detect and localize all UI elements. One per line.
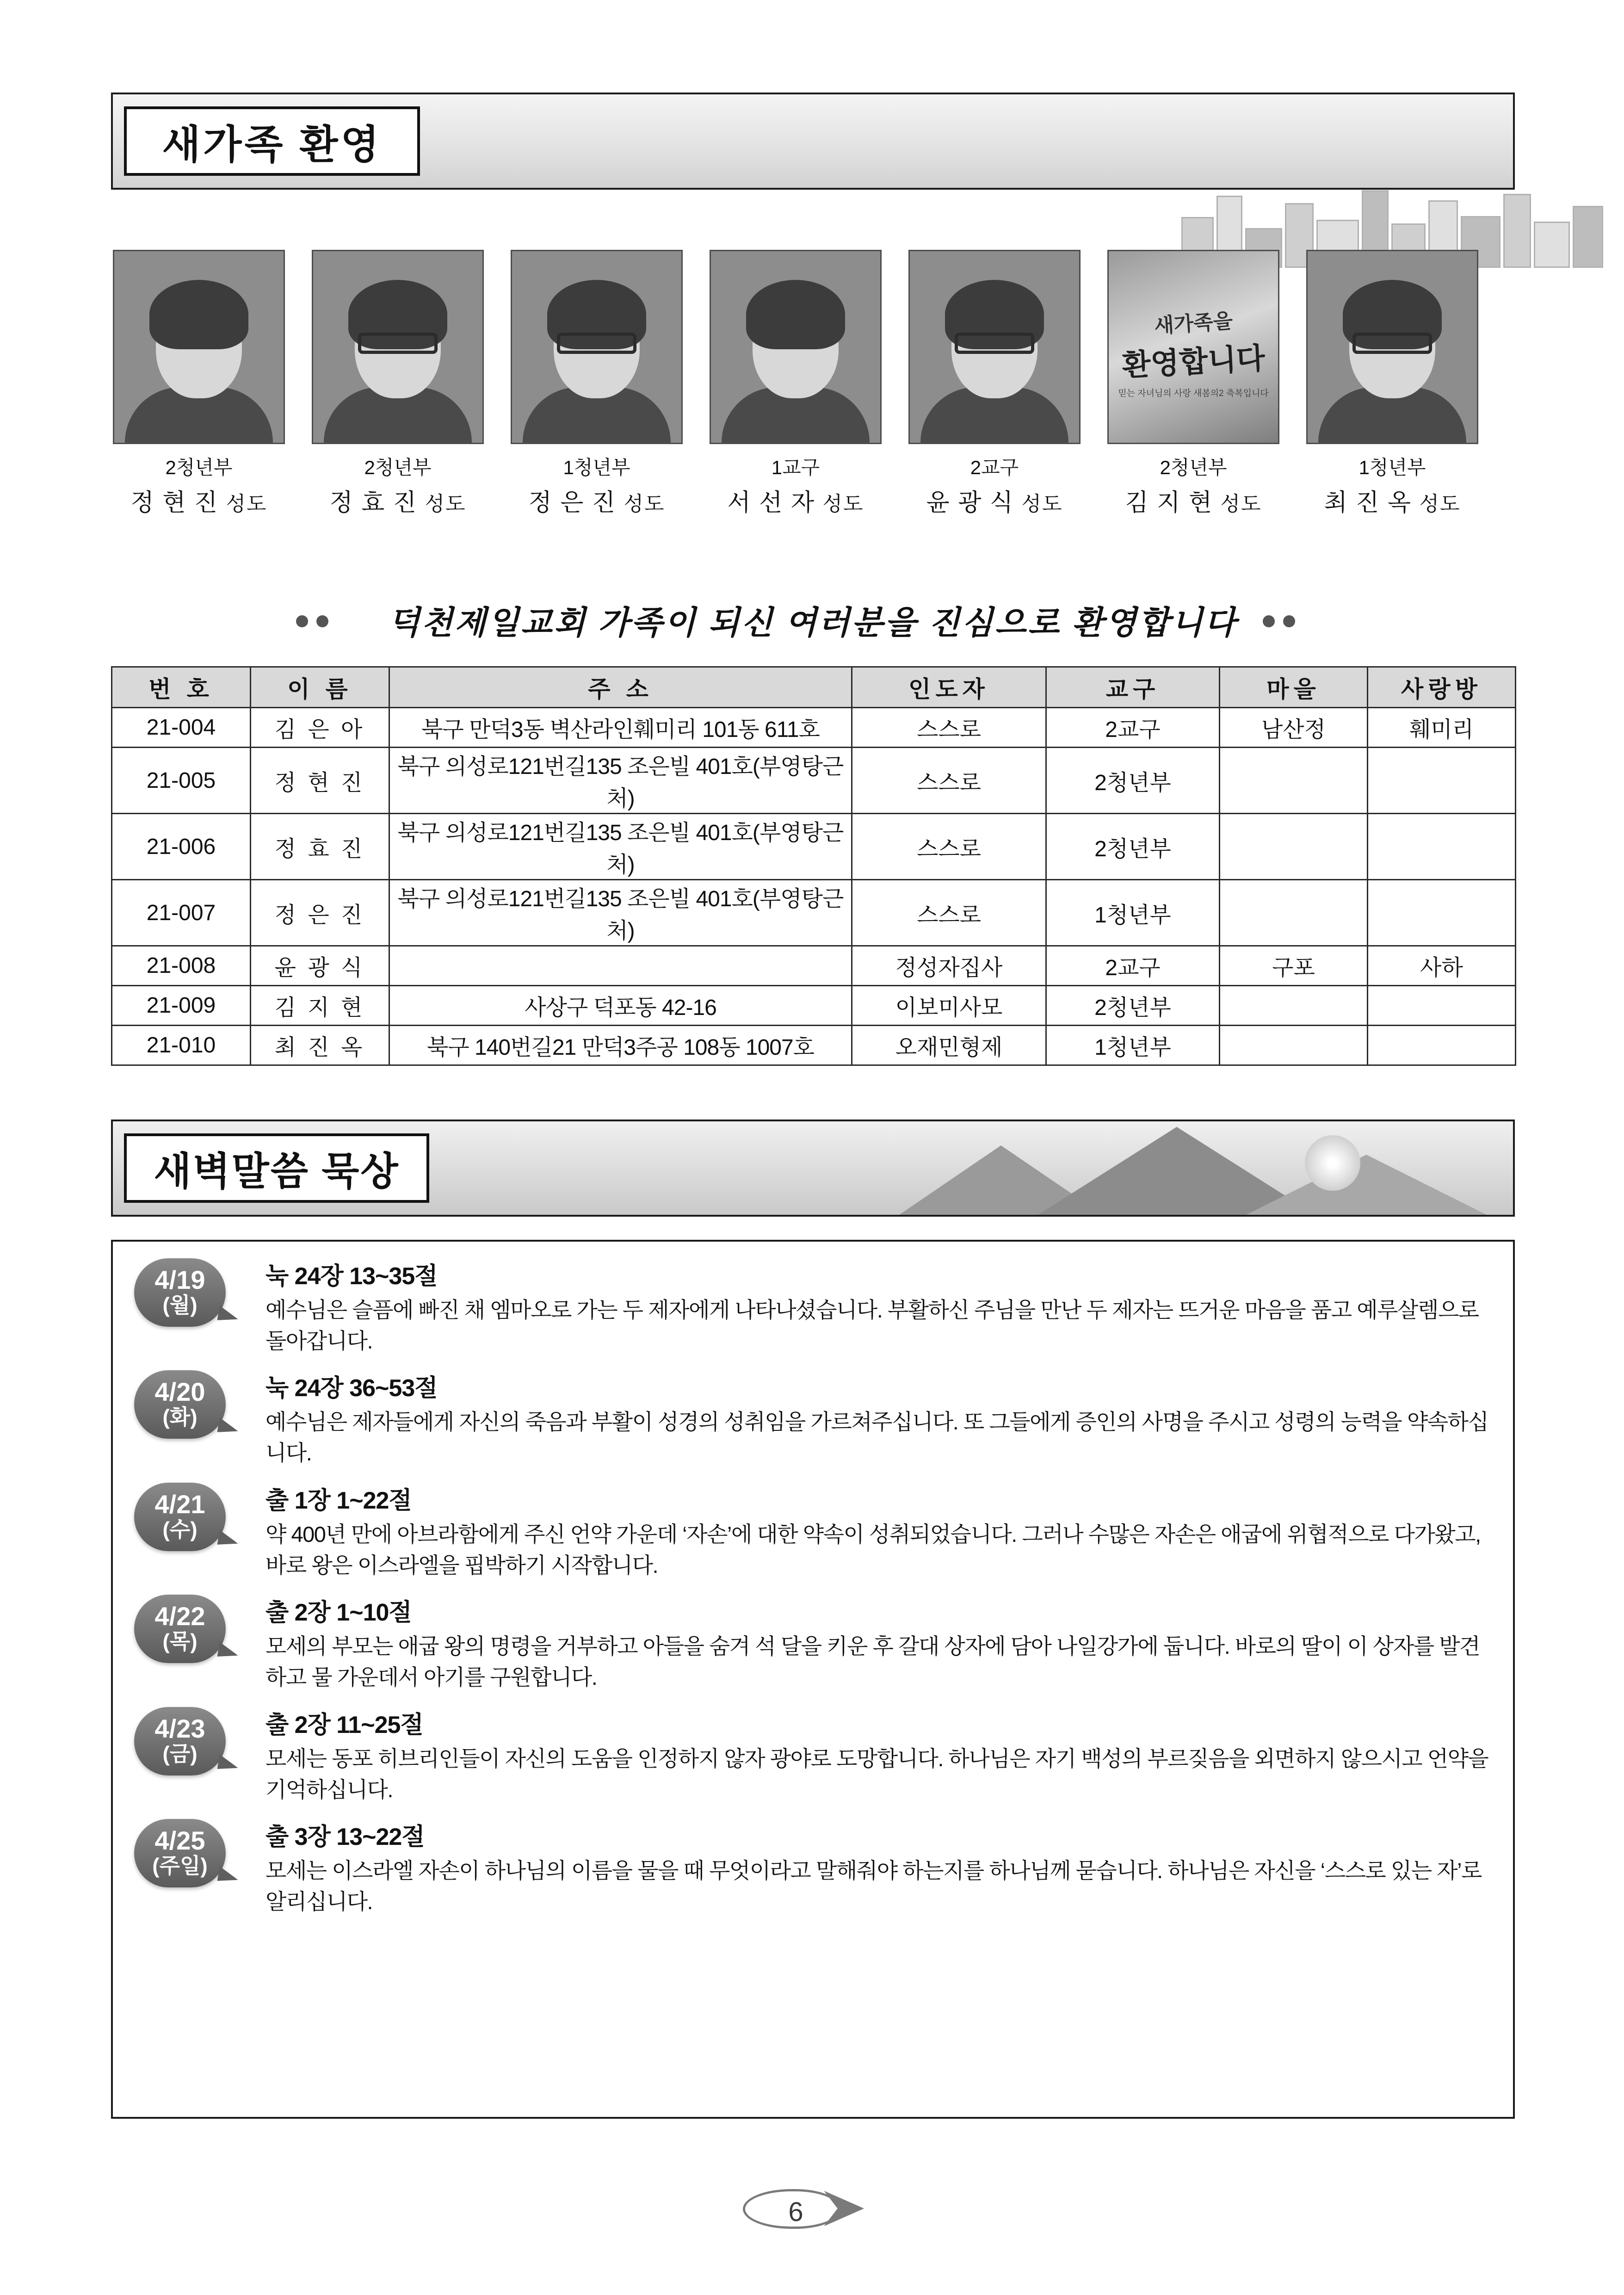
member-name-text: 정 현 진 bbox=[130, 489, 219, 516]
member-title-text: 성도 bbox=[624, 493, 665, 515]
cell-room bbox=[1368, 880, 1516, 946]
member-name bbox=[509, 483, 685, 518]
col-header-room: 사랑방 bbox=[1368, 667, 1516, 708]
welcome-message: 덕천제일교회 가족이 되신 여러분을 진심으로 환영합니다 bbox=[388, 605, 1238, 641]
cell-no: 21-009 bbox=[112, 986, 251, 1026]
devotion-entry bbox=[113, 1693, 1513, 1805]
cell-district: 2청년부 bbox=[1046, 986, 1220, 1026]
cell-room: 훼미리 bbox=[1368, 708, 1516, 748]
cell-no: 21-010 bbox=[112, 1026, 251, 1065]
cell-address: 북구 만덕3동 벽산라인훼미리 101동 611호 bbox=[389, 708, 852, 748]
member-title-text: 성도 bbox=[226, 493, 267, 515]
member-photo bbox=[1306, 250, 1478, 444]
member-title-text: 성도 bbox=[822, 493, 864, 515]
cell-leader: 스스로 bbox=[852, 708, 1046, 748]
member-group: 2청년부 bbox=[364, 457, 432, 478]
devotion-date: 4/22 bbox=[154, 1602, 205, 1631]
col-header-name: 이 름 bbox=[251, 667, 389, 708]
devotion-entry bbox=[113, 1356, 1513, 1468]
member-card bbox=[1105, 250, 1281, 518]
cell-room bbox=[1368, 748, 1516, 814]
devotion-date: 4/25 bbox=[154, 1826, 205, 1856]
cell-village bbox=[1220, 748, 1368, 814]
member-name bbox=[1105, 483, 1281, 518]
member-title-text: 성도 bbox=[425, 493, 466, 515]
member-name-text: 서 선 자 bbox=[727, 489, 815, 516]
cell-room bbox=[1368, 814, 1516, 880]
cell-no: 21-007 bbox=[112, 880, 251, 946]
devotion-body: 모세는 이스라엘 자손이 하나님의 이름을 물을 때 무엇이라고 말해줘야 하는지를 하나님께 묻습니다. 하나님은 자신을 ‘스스로 있는 자’로 알리십니다. bbox=[266, 1858, 1482, 1914]
poster-line-3: 믿는 자녀님의 사랑 새봄의2 축복입니다 bbox=[1118, 389, 1269, 398]
member-title-text: 성도 bbox=[1419, 493, 1461, 515]
col-header-village: 마을 bbox=[1220, 667, 1368, 708]
member-name bbox=[1304, 483, 1480, 518]
member-group: 2청년부 bbox=[1160, 457, 1227, 478]
table-row bbox=[112, 986, 1516, 1026]
cell-no: 21-005 bbox=[112, 748, 251, 814]
table-row bbox=[112, 708, 1516, 748]
table-row bbox=[112, 1026, 1516, 1065]
member-group: 1청년부 bbox=[1358, 457, 1426, 478]
cell-leader: 오재민형제 bbox=[852, 1026, 1046, 1065]
cell-name: 김 지 현 bbox=[251, 986, 389, 1026]
devotion-text-col bbox=[266, 1703, 1513, 1805]
member-photo bbox=[113, 250, 285, 444]
new-family-title-box bbox=[124, 106, 420, 176]
cell-room: 사하 bbox=[1368, 946, 1516, 986]
cell-village: 남산정 bbox=[1220, 708, 1368, 748]
new-family-photo-strip bbox=[111, 250, 1515, 555]
member-photo bbox=[710, 250, 882, 444]
devotion-title: 새벽말씀 묵상 bbox=[154, 1149, 400, 1193]
devotion-text-col bbox=[266, 1591, 1513, 1693]
devotion-text-col bbox=[266, 1255, 1513, 1356]
devotion-date-badge bbox=[134, 1370, 226, 1439]
devotion-reference: 출 2장 1~10절 bbox=[266, 1599, 412, 1627]
devotion-date: 4/19 bbox=[154, 1265, 205, 1294]
new-family-title: 새가족 환영 bbox=[162, 123, 382, 167]
cell-village bbox=[1220, 814, 1368, 880]
cell-no: 21-008 bbox=[112, 946, 251, 986]
devotion-body: 모세의 부모는 애굽 왕의 명령을 거부하고 아들을 숨겨 석 달을 키운 후 갈대 상자에 담아 나일강가에 둡니다. 바로의 딸이 이 상자를 발견하고 물 가운데서 아기를 구원합니다. bbox=[266, 1634, 1480, 1690]
cell-name: 최 진 옥 bbox=[251, 1026, 389, 1065]
devotion-title-box bbox=[124, 1133, 429, 1203]
member-photo bbox=[908, 250, 1081, 444]
cell-name: 정 현 진 bbox=[251, 748, 389, 814]
member-name-text: 정 은 진 bbox=[528, 489, 617, 516]
member-group: 1청년부 bbox=[563, 457, 630, 478]
sun-icon bbox=[1305, 1135, 1360, 1191]
page-footer bbox=[0, 2184, 1624, 2248]
cell-leader: 이보미사모 bbox=[852, 986, 1046, 1026]
devotion-entry bbox=[113, 1581, 1513, 1693]
cell-district: 2청년부 bbox=[1046, 814, 1220, 880]
member-name-text: 윤 광 식 bbox=[926, 489, 1014, 516]
devotion-day: (월) bbox=[162, 1293, 198, 1317]
cell-name: 정 효 진 bbox=[251, 814, 389, 880]
cell-address: 북구 의성로121번길135 조은빌 401호(부영탕근처) bbox=[389, 880, 852, 946]
cell-no: 21-004 bbox=[112, 708, 251, 748]
cell-no: 21-006 bbox=[112, 814, 251, 880]
member-photo bbox=[511, 250, 683, 444]
col-header-address: 주 소 bbox=[389, 667, 852, 708]
new-family-table bbox=[111, 666, 1516, 1066]
devotion-date: 4/21 bbox=[154, 1489, 205, 1519]
cell-district: 2교구 bbox=[1046, 946, 1220, 986]
devotion-date-badge bbox=[134, 1707, 226, 1775]
member-title-text: 성도 bbox=[1021, 493, 1063, 515]
cell-village: 구포 bbox=[1220, 946, 1368, 986]
member-name bbox=[708, 483, 883, 518]
devotion-text-col bbox=[266, 1367, 1513, 1468]
devotion-date: 4/23 bbox=[154, 1714, 205, 1743]
member-card bbox=[708, 250, 883, 518]
devotion-reference: 눅 24장 13~35절 bbox=[266, 1263, 438, 1290]
devotion-day: (목) bbox=[162, 1629, 198, 1654]
cell-address: 북구 140번길21 만덕3주공 108동 1007호 bbox=[389, 1026, 852, 1065]
cell-address: 북구 의성로121번길135 조은빌 401호(부영탕근처) bbox=[389, 814, 852, 880]
devotion-day: (금) bbox=[162, 1741, 198, 1766]
devotion-entry bbox=[113, 1805, 1513, 1917]
cell-address: 북구 의성로121번길135 조은빌 401호(부영탕근처) bbox=[389, 748, 852, 814]
devotion-body: 모세는 동포 히브리인들이 자신의 도움을 인정하지 않자 광야로 도망합니다. 하나님은 자기 백성의 부르짖음을 외면하지 않으시고 언약을 기억하십니다. bbox=[266, 1746, 1488, 1802]
cell-leader: 스스로 bbox=[852, 880, 1046, 946]
member-group: 2청년부 bbox=[165, 457, 233, 478]
devotion-body: 약 400년 만에 아브라함에게 주신 언약 가운데 ‘자손’에 대한 약속이 성취되었습니다. 그러나 수많은 자손은 애굽에 위협적으로 다가왔고, 바로 왕은 이스라엘을 핍박하기 시작합니다. bbox=[266, 1522, 1481, 1577]
cell-name: 윤 광 식 bbox=[251, 946, 389, 986]
devotion-date-badge bbox=[134, 1819, 226, 1887]
col-header-district: 교구 bbox=[1046, 667, 1220, 708]
devotion-body: 예수님은 제자들에게 자신의 죽음과 부활이 성경의 성취임을 가르쳐주십니다. 또 그들에게 증인의 사명을 주시고 성령의 능력을 약속하십니다. bbox=[266, 1410, 1488, 1466]
devotion-text-col bbox=[266, 1479, 1513, 1581]
member-title-text: 성도 bbox=[1220, 493, 1262, 515]
devotion-reference: 출 3장 13~22절 bbox=[266, 1824, 425, 1851]
member-group: 1교구 bbox=[771, 457, 820, 478]
devotion-date-badge bbox=[134, 1483, 226, 1551]
devotion-list bbox=[111, 1240, 1515, 2119]
member-card bbox=[907, 250, 1082, 518]
col-header-leader: 인도자 bbox=[852, 667, 1046, 708]
cell-name: 김 은 아 bbox=[251, 708, 389, 748]
devotion-body: 예수님은 슬픔에 빠진 채 엠마오로 가는 두 제자에게 나타나셨습니다. 부활하신 주님을 만난 두 제자는 뜨거운 마음을 품고 예루살렘으로 돌아갑니다. bbox=[266, 1298, 1479, 1353]
cell-address bbox=[389, 946, 852, 986]
table-row bbox=[112, 748, 1516, 814]
member-group: 2교구 bbox=[970, 457, 1019, 478]
member-card bbox=[310, 250, 486, 518]
cell-leader: 정성자집사 bbox=[852, 946, 1046, 986]
devotion-date-badge bbox=[134, 1258, 226, 1327]
devotion-day: (화) bbox=[162, 1405, 198, 1429]
member-name-text: 김 지 현 bbox=[1125, 489, 1213, 516]
member-card bbox=[1304, 250, 1480, 518]
member-photo-poster bbox=[1107, 250, 1279, 444]
cell-district: 2청년부 bbox=[1046, 748, 1220, 814]
devotion-reference: 눅 24장 36~53절 bbox=[266, 1375, 438, 1402]
cell-address: 사상구 덕포동 42-16 bbox=[389, 986, 852, 1026]
table-row bbox=[112, 946, 1516, 986]
poster-line-1: 새가족을 bbox=[1153, 309, 1234, 338]
cell-village bbox=[1220, 880, 1368, 946]
devotion-text-col bbox=[266, 1815, 1513, 1917]
table-row bbox=[112, 880, 1516, 946]
cell-leader: 스스로 bbox=[852, 748, 1046, 814]
devotion-reference: 출 2장 11~25절 bbox=[266, 1711, 423, 1738]
decoration-dots-right bbox=[1263, 615, 1295, 627]
member-card bbox=[509, 250, 685, 518]
cell-room bbox=[1368, 1026, 1516, 1065]
cell-district: 2교구 bbox=[1046, 708, 1220, 748]
page-number: 6 bbox=[788, 2197, 803, 2227]
col-header-no: 번 호 bbox=[112, 667, 251, 708]
devotion-date-badge bbox=[134, 1595, 226, 1663]
devotion-reference: 출 1장 1~22절 bbox=[266, 1487, 412, 1514]
cell-district: 1청년부 bbox=[1046, 880, 1220, 946]
cell-leader: 스스로 bbox=[852, 814, 1046, 880]
member-name-text: 정 효 진 bbox=[329, 489, 418, 516]
table-header-row bbox=[112, 667, 1516, 708]
devotion-entry bbox=[113, 1242, 1513, 1356]
member-name bbox=[310, 483, 486, 518]
member-name bbox=[111, 483, 287, 518]
devotion-day: (수) bbox=[162, 1517, 198, 1541]
cell-village bbox=[1220, 1026, 1368, 1065]
member-name bbox=[907, 483, 1082, 518]
cell-village bbox=[1220, 986, 1368, 1026]
cell-room bbox=[1368, 986, 1516, 1026]
devotion-date: 4/20 bbox=[154, 1377, 205, 1407]
member-photo bbox=[312, 250, 484, 444]
devotion-entry bbox=[113, 1469, 1513, 1581]
devotion-day: (주일) bbox=[152, 1854, 208, 1878]
member-name-text: 최 진 옥 bbox=[1324, 489, 1412, 516]
cell-district: 1청년부 bbox=[1046, 1026, 1220, 1065]
cell-name: 정 은 진 bbox=[251, 880, 389, 946]
table-row bbox=[112, 814, 1516, 880]
member-card bbox=[111, 250, 287, 518]
poster-line-2: 환영합니다 bbox=[1121, 341, 1266, 383]
